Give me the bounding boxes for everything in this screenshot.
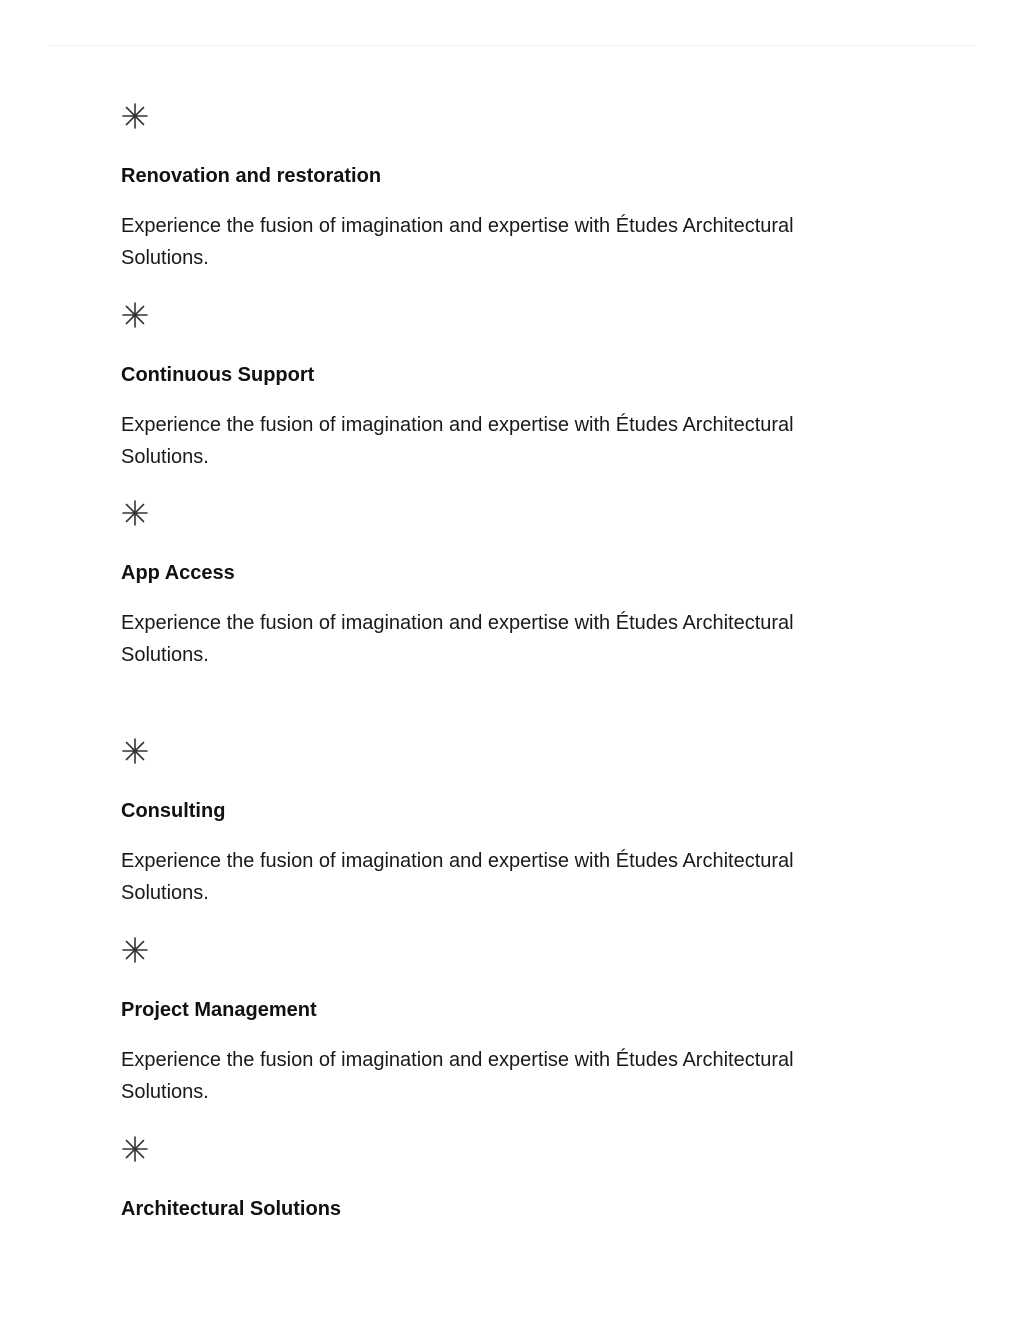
feature-continuous-support — [121, 301, 881, 468]
feature-description: Experience the fusion of imagination and expertise with Études Architectural Solutions. — [121, 612, 794, 666]
feature-description: Experience the fusion of imagination and expertise with Études Architectural Solutions. — [121, 414, 794, 468]
feature-title: Continuous Support — [121, 364, 315, 386]
feature-title: App Access — [121, 562, 235, 584]
asterisk-icon — [121, 301, 149, 329]
asterisk-icon — [121, 102, 149, 130]
feature-project-management — [121, 936, 881, 1103]
feature-consulting — [121, 737, 881, 904]
asterisk-icon — [121, 499, 149, 527]
feature-app-access — [121, 499, 881, 666]
feature-title: Consulting — [121, 800, 226, 822]
feature-description: Experience the fusion of imagination and expertise with Études Architectural Solutions. — [121, 1049, 794, 1103]
asterisk-icon — [121, 1135, 149, 1163]
feature-architectural-solutions — [121, 1135, 881, 1220]
asterisk-icon — [121, 737, 149, 765]
asterisk-icon — [121, 936, 149, 964]
feature-title: Architectural Solutions — [121, 1198, 342, 1220]
top-divider — [48, 45, 976, 46]
feature-renovation — [121, 102, 881, 269]
feature-title: Renovation and restoration — [121, 165, 382, 187]
feature-description: Experience the fusion of imagination and expertise with Études Architectural Solutions. — [121, 850, 794, 904]
feature-title: Project Management — [121, 999, 317, 1021]
feature-description: Experience the fusion of imagination and expertise with Études Architectural Solutions. — [121, 215, 794, 269]
